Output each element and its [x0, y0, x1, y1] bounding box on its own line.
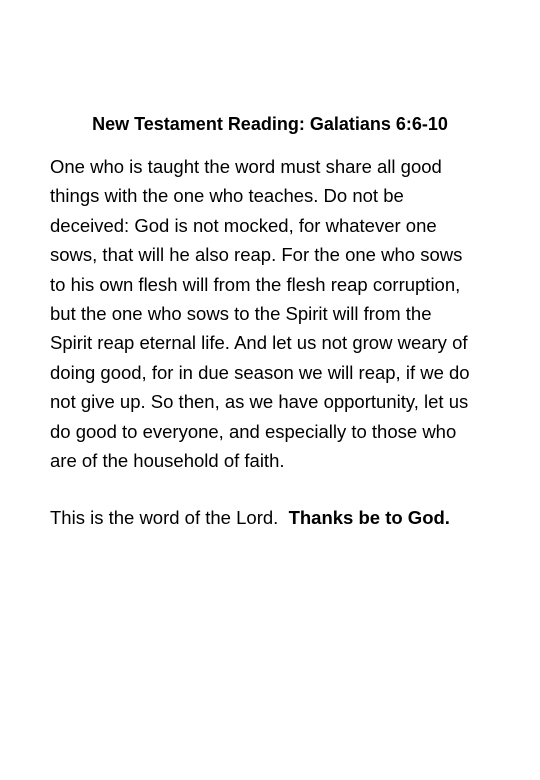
- reading-passage: [50, 152, 512, 475]
- reading-line: but the one who sows to the Spirit will from the: [50, 303, 432, 325]
- closing-response: Thanks be to God.: [288, 507, 450, 528]
- reading-line: deceived: God is not mocked, for whatever one: [50, 214, 437, 236]
- closing-statement: This is the word of the Lord.: [50, 507, 279, 528]
- reading-line: things with the one who teaches. Do not be: [50, 185, 404, 207]
- reading-line: to his own flesh will from the flesh reap corruption,: [50, 273, 461, 295]
- closing-line: [50, 503, 520, 532]
- reading-line: doing good, for in due season we will reap, if we do: [50, 361, 470, 383]
- reading-line: are of the household of faith.: [50, 450, 285, 472]
- reading-line: Spirit reap eternal life. And let us not grow weary of: [50, 332, 468, 354]
- reading-line: do good to everyone, and especially to those who: [50, 420, 457, 442]
- reading-title: New Testament Reading: Galatians 6:6-10: [92, 114, 448, 134]
- reading-line: not give up. So then, as we have opportunity, let us: [50, 391, 469, 413]
- reading-line: One who is taught the word must share all good: [50, 156, 442, 177]
- reading-line: sows, that will he also reap. For the one who sows: [50, 244, 463, 266]
